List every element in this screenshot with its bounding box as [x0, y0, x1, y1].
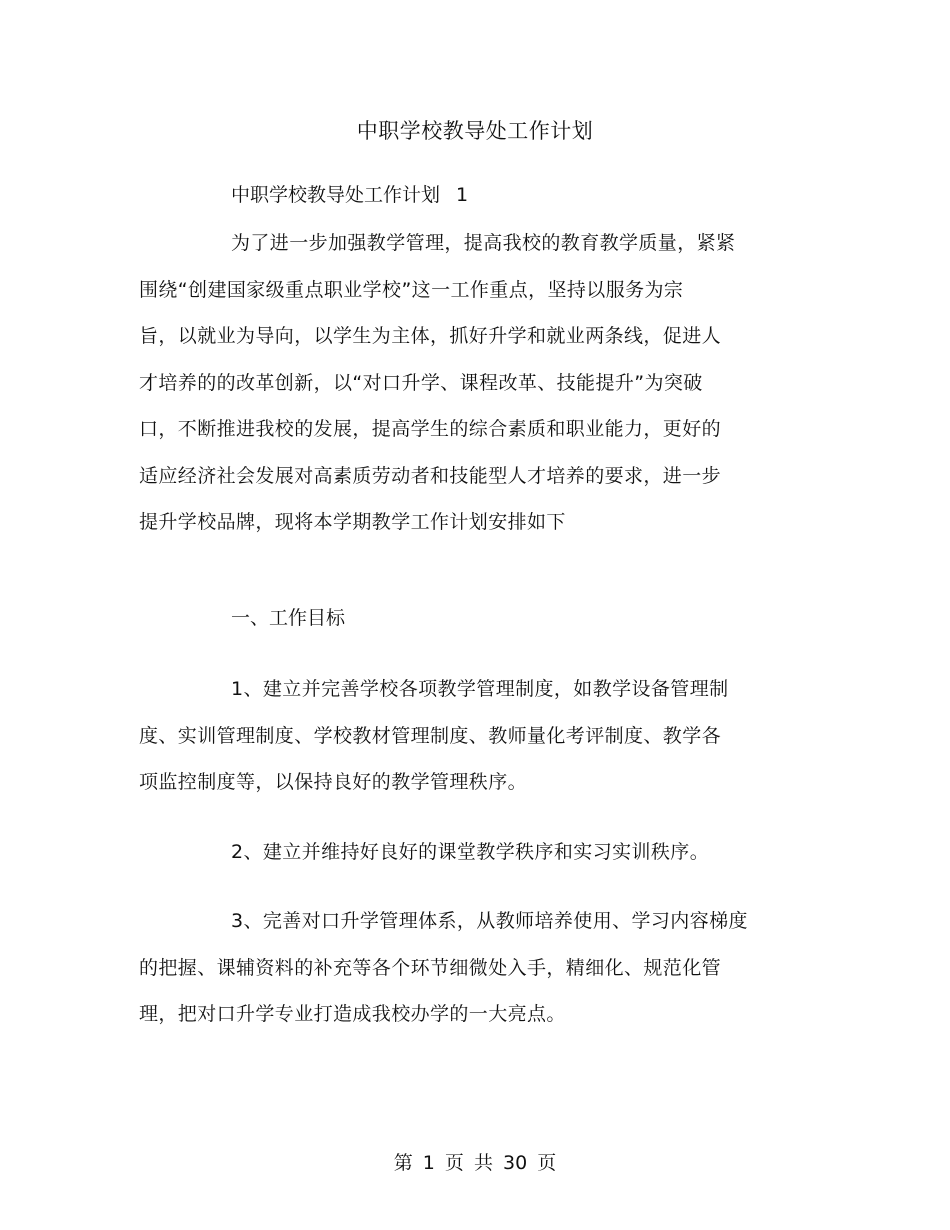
paragraph-line: 2、建立并维持好良好的课堂教学秩序和实习实训秩序。	[231, 841, 710, 863]
paragraph-line: 1、建立并完善学校各项教学管理制度，如教学设备管理制	[231, 678, 729, 700]
paragraph-line: 才培养的的改革创新，以“对口升学、课程改革、技能提升”为突破	[139, 371, 703, 394]
subtitle-text: 中职学校教导处工作计划	[231, 184, 441, 206]
goal-item-3	[139, 898, 779, 1038]
section-subtitle	[231, 180, 468, 210]
page-footer: 第 1 页 共 30 页	[393, 1152, 557, 1174]
goal-item-1	[139, 666, 779, 806]
paragraph-line: 的把握、课辅资料的补充等各个环节细微处入手，精细化、规范化管	[139, 956, 722, 979]
subtitle-number: 1	[456, 184, 469, 206]
paragraph-line: 为了进一步加强教学管理，提高我校的教育教学质量，紧紧	[231, 232, 736, 254]
paragraph-line: 3、完善对口升学管理体系，从教师培养使用、学习内容梯度	[231, 910, 748, 932]
section-heading: 一、工作目标	[231, 607, 346, 629]
paragraph-line: 适应经济社会发展对高素质劳动者和技能型人才培养的要求，进一步	[139, 464, 722, 487]
goal-item-2	[139, 829, 779, 876]
paragraph-line: 旨，以就业为导向，以学生为主体，抓好升学和就业两条线，促进人	[139, 325, 722, 347]
paragraph-line: 口，不断推进我校的发展，提高学生的综合素质和职业能力，更好的	[139, 418, 722, 440]
paragraph-line: 围绕“创建国家级重点职业学校”这一工作重点，坚持以服务为宗	[139, 278, 684, 301]
document-title: 中职学校教导处工作计划	[356, 119, 594, 143]
paragraph-line: 理，把对口升学专业打造成我校办学的一大亮点。	[139, 1003, 566, 1025]
paragraph-line: 项监控制度等，以保持良好的教学管理秩序。	[139, 771, 528, 793]
paragraph-line: 度、实训管理制度、学校教材管理制度、教师量化考评制度、教学各	[139, 724, 722, 747]
intro-paragraph	[139, 220, 779, 546]
paragraph-line: 提升学校品牌，现将本学期教学工作计划安排如下	[139, 511, 566, 533]
